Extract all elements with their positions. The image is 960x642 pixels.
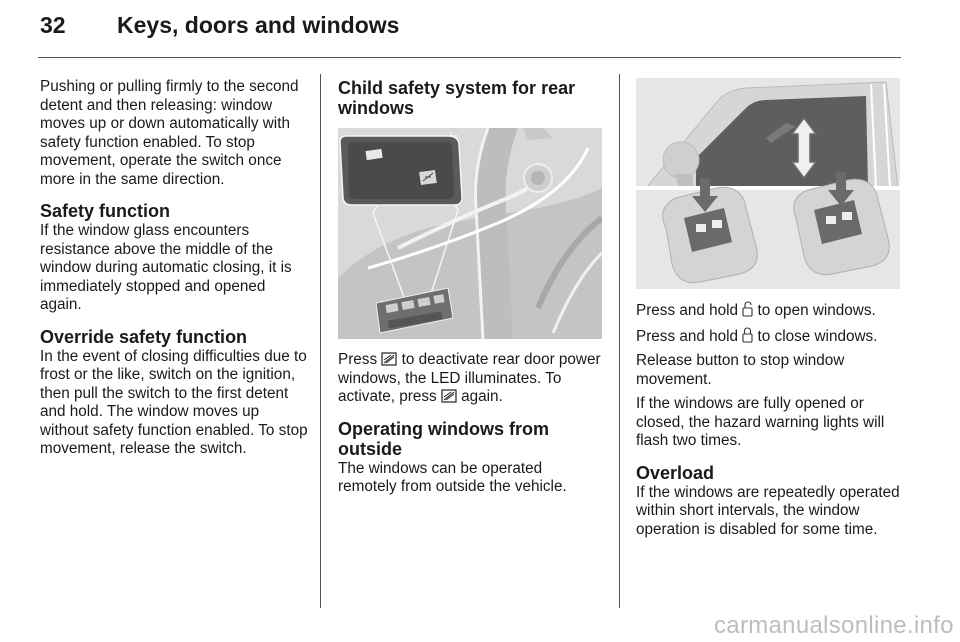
close-label-a: Press and hold	[636, 327, 739, 345]
child-safety-heading: Child safety system for rear windows	[338, 78, 576, 118]
column-divider-2	[619, 74, 620, 608]
overload-heading: Overload	[636, 462, 715, 483]
outside-operation-text: The windows can be operated remotely from outside the vehicle.	[338, 459, 567, 495]
header-divider	[38, 57, 901, 58]
intro-paragraph: Pushing or pulling firmly to the second detent and then releasing: window moves up or down automatically with safety function enabled. To stop movement, operate the switch once more in the same direction.	[40, 78, 299, 188]
open-label-a: Press and hold	[636, 302, 739, 319]
child-lock-icon	[381, 352, 397, 366]
window-remote-illustration	[636, 78, 900, 289]
lock-icon	[742, 327, 753, 343]
column-left	[40, 78, 308, 465]
column-right	[636, 78, 901, 545]
safety-function-text: If the window glass encounters resistance above the middle of the window during automatic closing, it is immediately stopped and opened again.	[40, 222, 292, 313]
press-label-c: again.	[461, 388, 503, 405]
page-title: Keys, doors and windows	[117, 12, 400, 38]
press-label-b: to deactivate rear door power windows, the LED illuminates. To activate, press	[338, 351, 601, 405]
child-lock-icon	[441, 389, 457, 403]
press-label-a: Press	[338, 351, 378, 368]
unlock-icon	[742, 301, 753, 317]
override-safety-text: In the event of closing difficulties due to frost or the like, switch on the ignition, then pull the switch to the first detent and hold. The window moves up without safety function enabled. To stop movement, release the switch.	[40, 347, 308, 457]
close-label-b: to close windows.	[757, 327, 878, 345]
open-windows-text	[636, 301, 901, 321]
door-switch-illustration	[338, 128, 602, 339]
override-safety-heading: Override safety function	[40, 326, 248, 347]
column-divider-1	[320, 74, 321, 608]
child-safety-text	[338, 351, 604, 407]
column-middle	[338, 78, 604, 503]
release-text: Release button to stop window movement.	[636, 352, 845, 388]
outside-operation-heading: Operating windows from outside	[338, 418, 550, 459]
hazard-text: If the windows are fully opened or closed, the hazard warning lights will flash two times.	[636, 395, 885, 449]
page-number: 32	[40, 12, 66, 38]
overload-text: If the windows are repeatedly operated within short intervals, the window operation is disabled for some time.	[636, 483, 900, 538]
open-label-b: to open windows.	[757, 302, 876, 319]
watermark: carmanualsonline.info	[714, 612, 954, 639]
safety-function-heading: Safety function	[40, 201, 171, 221]
close-windows-text	[636, 327, 901, 347]
